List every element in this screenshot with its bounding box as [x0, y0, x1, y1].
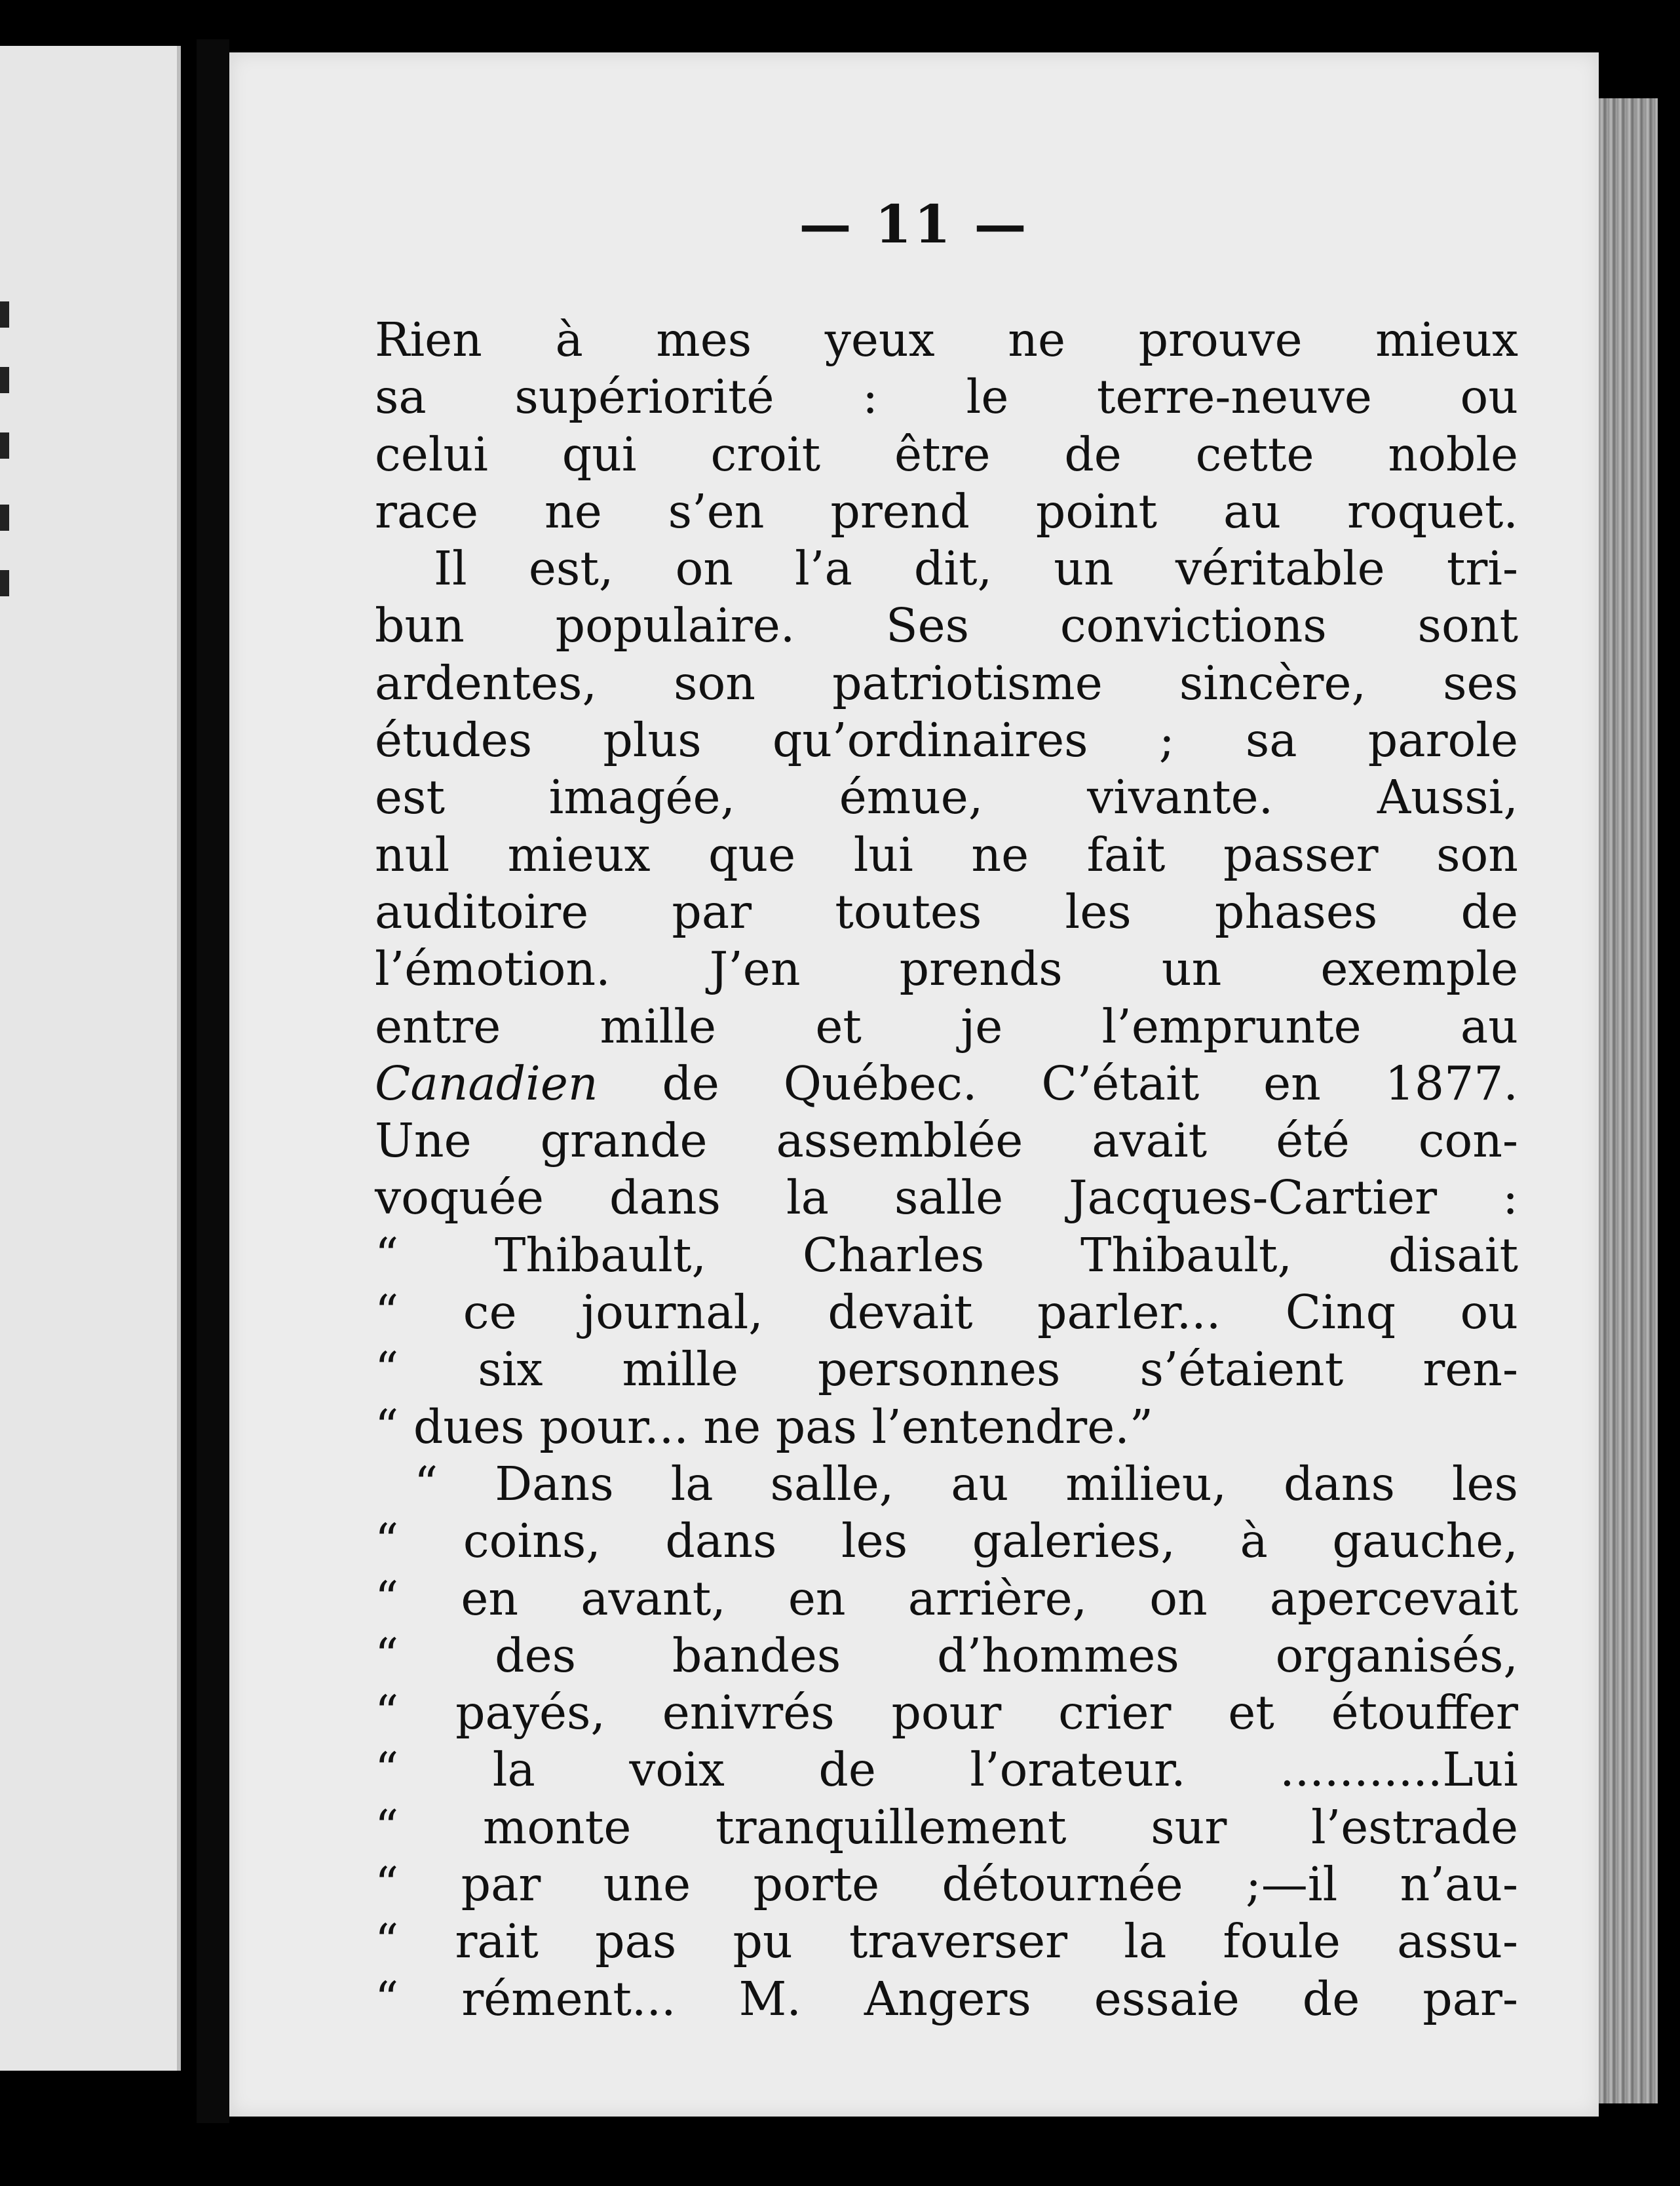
previous-page-fragment [0, 505, 9, 531]
previous-page-edge [0, 46, 181, 2071]
text-line: est imagée, émue, vivante. Aussi, [375, 770, 1518, 825]
text-line: ardentes, son patriotisme sincère, ses [375, 655, 1518, 710]
previous-page-fragment [0, 367, 9, 393]
text-line: nul mieux que lui ne fait passer son [375, 827, 1518, 882]
book-gutter [197, 39, 229, 2123]
text-line: “ rait pas pu traverser la foule assu- [375, 1914, 1518, 1969]
text-line: “ dues pour... ne pas l’entendre.” [375, 1399, 1154, 1454]
body-text [375, 311, 1518, 2027]
text-line: “ Thibault, Charles Thibault, disait [375, 1227, 1518, 1282]
text-line: “ payés, enivrés pour crier et étouffer [375, 1685, 1518, 1740]
previous-page-fragment [0, 301, 9, 328]
text-line: voquée dans la salle Jacques-Cartier : [375, 1170, 1518, 1225]
text-line: bun populaire. Ses convictions sont [375, 598, 1518, 653]
text-line: Rien à mes yeux ne prouve mieux [375, 313, 1518, 367]
text-line: “ ce journal, devait parler... Cinq ou [375, 1285, 1518, 1340]
book-page [229, 52, 1599, 2117]
text-line: race ne s’en prend point au roquet. [375, 484, 1518, 539]
page-edges [1599, 98, 1658, 2103]
text-line: celui qui croit être de cette noble [375, 427, 1518, 482]
text-line: “ six mille personnes s’étaient ren- [375, 1342, 1518, 1397]
text-line: l’émotion. J’en prends un exemple [375, 942, 1518, 997]
text-line: Il est, on l’a dit, un véritable tri- [434, 541, 1518, 596]
text-line: Une grande assemblée avait été con- [375, 1113, 1518, 1168]
text-line [375, 1055, 1518, 1112]
italic-word: Canadien [375, 1056, 598, 1111]
text-line: auditoire par toutes les phases de [375, 884, 1518, 939]
text-line: “ la voix de l’orateur. ...........Lui [375, 1742, 1518, 1797]
text-line: entre mille et je l’emprunte au [375, 999, 1518, 1054]
text-line: “ monte tranquillement sur l’estrade [375, 1799, 1518, 1854]
text-line: “ rément... M. Angers essaie de par- [375, 1971, 1518, 2026]
text-line: “ des bandes d’hommes organisés, [375, 1628, 1518, 1683]
text-line: “ Dans la salle, au milieu, dans les [414, 1456, 1518, 1511]
page-number: — 11 — [799, 193, 1029, 255]
previous-page-fragment [0, 432, 9, 459]
text-line: sa supériorité : le terre-neuve ou [375, 370, 1518, 425]
text-line: études plus qu’ordinaires ; sa parole [375, 713, 1518, 768]
text-line: “ coins, dans les galeries, à gauche, [375, 1514, 1518, 1569]
text-line: “ par une porte détournée ;—il n’au- [375, 1857, 1518, 1912]
text-line: “ en avant, en arrière, on apercevait [375, 1571, 1518, 1626]
previous-page-fragment [0, 570, 9, 596]
text-line-rest: de Québec. C’était en 1877. [598, 1056, 1518, 1111]
